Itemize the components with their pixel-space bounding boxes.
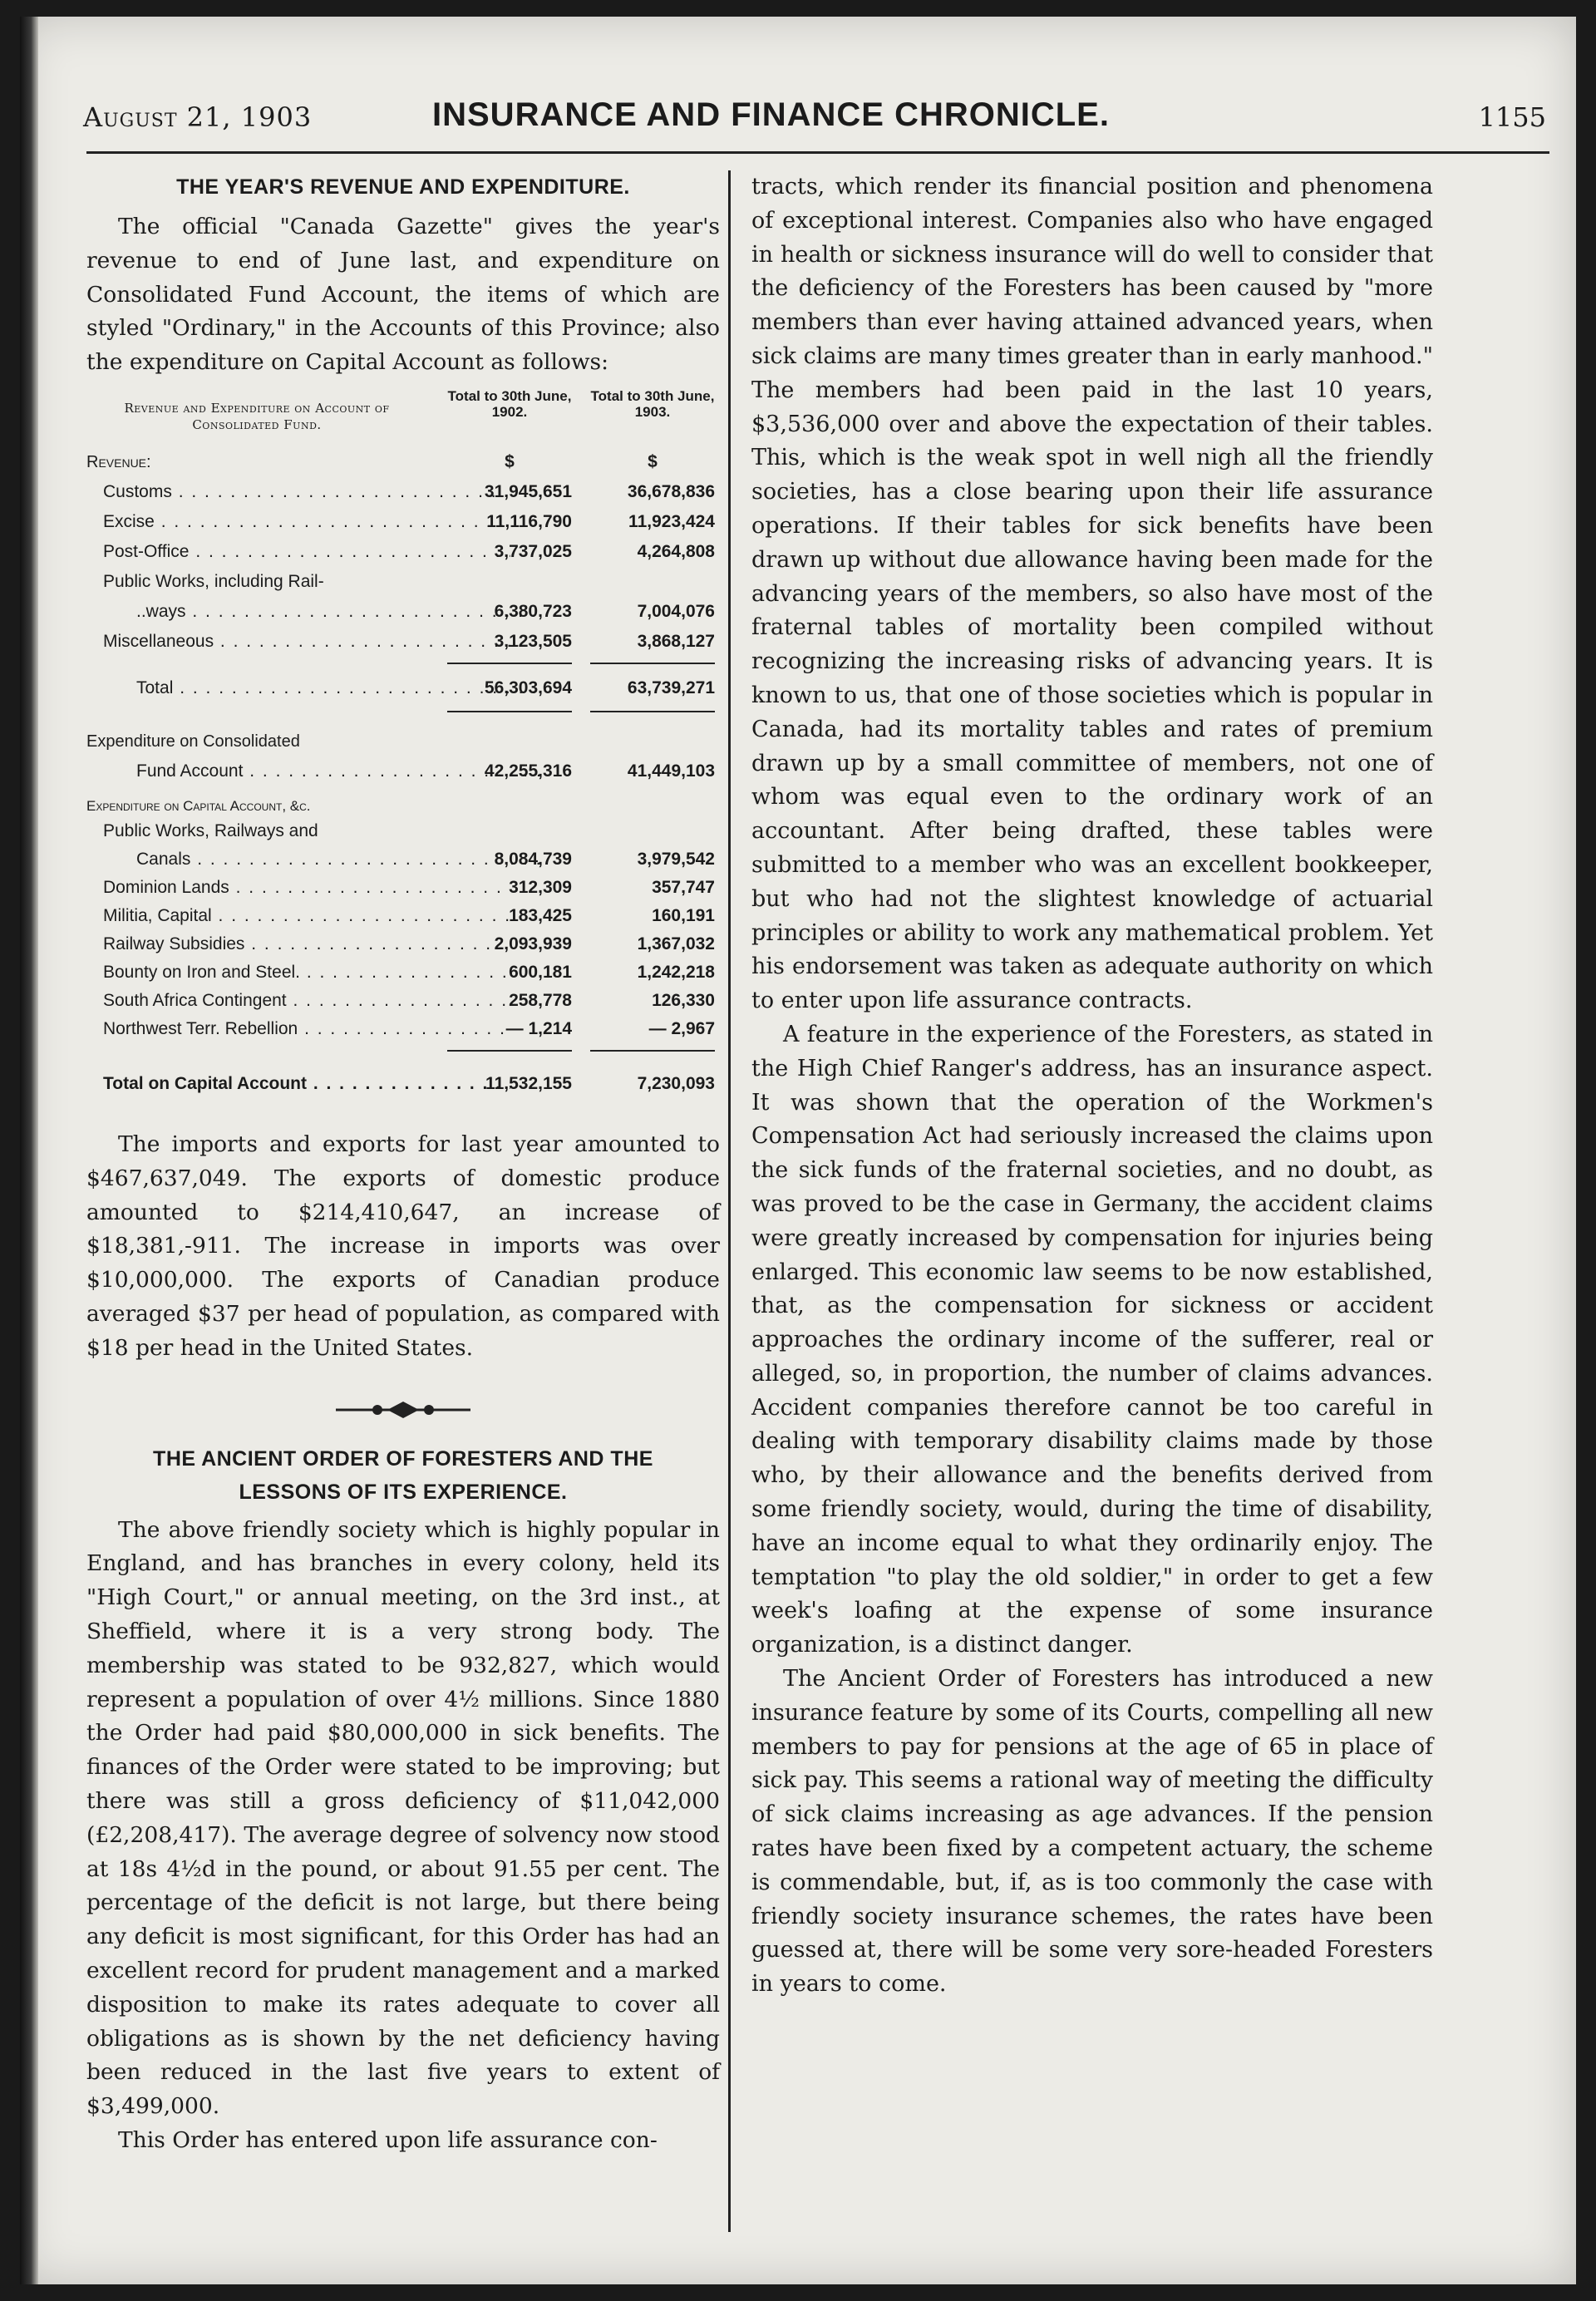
article-intro: The official "Canada Gazette" gives the year's revenue to end of June last, and expenditure on Consolidated Fund Account, the items of which are styled "Ordinary," in the Accounts of this Province; also the expenditure on Capital Account as follows: [86,214,720,376]
value-1903: 357,747 [652,877,715,897]
value-1902: 42,255,316 [484,761,572,781]
foresters-paragraph-2-continued: tracts, which render its financial position and phenomena of exceptional interest. Companies also who have engaged in health or sickness insurance will do well to consider that the deficiency of the Foresters has been caused by "more members than ever having attained advanced years, when sick claims are many times greater than in early manhood." The members had been paid in the last 10 years, $3,536,000 over and above the expectation of their tables. This, which is the weak spot in well nigh all the friendly societies, has a close bearing upon their life assurance operations. If their tables for sick benefits have been drawn up without due allowance having been made for the advancing years of the members, so also have most of the fraternal tables of mortality been compiled without recognizing the increasing risks of advancing years. It is known to us, that one of those societies which is popular in Canada, had its mortality tables and rates of premium drawn up by a small committee of members, not one of whom was equal even to the ordinary work of an accountant. After being drafted, these tables were submitted to a member who was an excellent bookkeeper, but who had not the slightest knowledge of actuarial principles or ability to work any mathematical problem. Yet his endorsement was taken as adequate authority on which to enter upon life assurance contracts. [751,174,1433,1014]
table-row [86,958,720,988]
article-heading-revenue: THE YEAR'S REVENUE AND EXPENDITURE. [176,175,630,199]
foresters-paragraph-1: The above friendly society which is highly popular in England, and has branches in every colony, held its "High Court," or annual meeting, on the 3rd inst., at Sheffield, where it is a very strong body. The membership was stated to be 932,827, which would represent a population of over 4½ millions. Since 1880 the Order had paid $80,000,000 in sick benefits. The finances of the Order were stated to be improving; but there was still a gross deficiency of $11,042,000 (£2,208,417). The average degree of solvency now stood at 18s 4½d in the pound, or about 91.55 per cent. The percentage of the deficit is not large, but there being any deficit is most significant, for this Order has had an excellent record for prudent management and a marked disposition to make its rates adequate to cover all obligations as is shown by the net deficiency having been reduced in the last five years to extent of $3,499,000. [86,1516,720,2120]
value-1902: 3,737,025 [494,541,572,561]
table-row [86,598,720,628]
row-label: Dominion Lands . . . [103,874,510,902]
row-label: South Africa Contingent . . . [103,987,510,1015]
currency-symbol: $ [648,451,658,471]
consolidated-label: Expenditure on Consolidated [86,732,300,751]
row-label: Miscellaneous . . . [103,628,510,656]
row-label-continued: ..ways . . . [136,598,544,626]
value-1902: 3,123,505 [494,631,572,651]
table-row [86,478,720,508]
binding-spine [20,17,38,2284]
value-1903: 3,868,127 [637,631,715,651]
row-label: Railway Subsidies . . . [103,930,510,958]
publication-title: INSURANCE AND FINANCE CHRONICLE. [432,96,1110,133]
value-1902: — 1,214 [505,1018,572,1038]
table-row-revenue-label [86,448,720,478]
revenue-table [86,388,720,1120]
value-1902: 31,945,651 [484,481,572,501]
value-1902: 11,116,790 [486,511,572,531]
value-1903: 126,330 [652,990,715,1010]
value-1902: 2,093,939 [494,934,572,953]
page-number: 1155 [1478,101,1546,133]
sum-rule [447,711,572,712]
table-row [86,508,720,538]
header-rule [86,151,1549,154]
value-1903: 41,449,103 [627,761,715,781]
total-1903: 63,739,271 [627,677,715,697]
foresters-paragraph-3: A feature in the experience of the Foresters, as stated in the High Chief Ranger's address, has an insurance aspect. It was shown that the operation of the Workmen's Compensation Act had seriously increased the claims upon the sick funds of the fraternal societies, and no doubt, as was proved to be the case in Germany, the accident claims were greatly increased by compensation for injuries being enlarged. This economic law seems to be now established, that, as the compensation for sickness or accident approaches the ordinary income of the sufferer, real or alleged, so, in proportion, the number of claims advances. Accident companies therefore cannot be too careful in dealing with temporary disability claims made by those who, by their allowance and the benefits derived from some friendly society, would, during the time of disability, have an income equal to what they ordinarily enjoy. The temptation "to play the old soldier," in order to get a few week's loafing at the expense of some insurance organization, is a distinct danger. [751,1021,1433,1658]
table-row [86,727,720,757]
table-row [86,757,720,787]
value-1903: 36,678,836 [627,481,715,501]
foresters-paragraph-4: The Ancient Order of Foresters has introduced a new insurance feature by some of its Courts, compelling all new members to pay for pensions at the age of 65 in place of sick pay. This seems a rational way of meeting the difficulty of sick claims increasing as age advances. If the pension rates have been fixed by a competent actuary, the scheme is commendable, but, if, as is too commonly the case with friendly society insurance schemes, the rates have been guessed at, there will be some very sore-headed Foresters in years to come. [751,1666,1433,1998]
table-row [86,902,720,932]
sum-rule [590,663,715,664]
table-row [86,987,720,1017]
revenue-label: Revenue: [86,452,151,471]
value-1902: 6,380,723 [494,601,572,621]
table-row [86,845,720,875]
row-label: Public Works, Railways and [103,820,318,840]
total-1903: 7,230,093 [637,1073,715,1093]
table-row [86,1015,720,1045]
table-row [86,628,720,658]
table-row [86,568,720,598]
sum-rule [590,711,715,712]
column-rule [728,170,731,2232]
row-label: Bounty on Iron and Steel. . . . [103,958,510,987]
total-label: Total on Capital Account . . . [103,1070,510,1098]
row-label: Excise . . . [103,508,510,536]
row-label-continued: Canals . . . [136,845,544,874]
table-row-total [86,674,720,704]
currency-symbol: $ [505,451,515,471]
newspaper-page [20,17,1576,2284]
row-label: Post-Office . . . [103,538,510,566]
table-row [86,930,720,960]
value-1903: — 2,967 [648,1018,715,1038]
row-label: Public Works, including Rail- [103,571,324,591]
table-row [86,874,720,904]
value-1902: 183,425 [509,905,572,925]
ornament-divider [86,1381,720,1439]
total-label: Total . . . [136,674,544,702]
row-label: Militia, Capital . . . [103,902,510,930]
issue-date: August 21, 1903 [83,101,313,133]
row-label: Northwest Terr. Rebellion . . . [103,1015,510,1043]
total-1902: 56,303,694 [484,677,572,697]
running-head [83,93,1546,143]
ornament-icon [86,1381,720,1439]
value-1903: 11,923,424 [628,511,715,531]
value-1902: 312,309 [509,877,572,897]
table-col-header-1903: Total to 30th June, 1903. [590,387,715,420]
table-row [86,817,720,847]
row-label: Customs . . . [103,478,510,506]
value-1903: 3,979,542 [637,849,715,869]
value-1902: 600,181 [509,962,572,982]
right-column [751,170,1433,2002]
article-closing: The imports and exports for last year amounted to $467,637,049. The exports of domestic produce amounted to $214,410,647, an increase of $18,381,-911. The increase in imports was over $10,000,000. The exports of Canadian produce averaged $37 per head of population, as compared with $18 per head in the United States. [86,1131,720,1361]
foresters-paragraph-2-start: This Order has entered upon life assurance con- [118,2126,658,2153]
sum-rule [590,1050,715,1052]
sum-rule [447,1050,572,1052]
total-1902: 11,532,155 [485,1073,572,1093]
value-1902: 258,778 [509,990,572,1010]
value-1903: 4,264,808 [637,541,715,561]
article-heading-foresters: THE ANCIENT ORDER OF FORESTERS AND THE [153,1446,653,1471]
table-row [86,538,720,568]
capital-label: Expenditure on Capital Account, &c. [86,797,311,814]
value-1903: 160,191 [652,905,715,925]
sum-rule [447,663,572,664]
table-header-label: Revenue and Expenditure on Account of Consolidated Fund. [124,400,390,432]
value-1902: 8,084,739 [494,849,572,869]
left-column [86,170,720,2158]
table-row-total [86,1070,720,1100]
row-label-continued: Fund Account . . . [136,757,544,786]
table-col-header-1902: Total to 30th June, 1902. [447,387,572,420]
article-subheading-foresters: LESSONS OF ITS EXPERIENCE. [239,1480,568,1504]
value-1903: 7,004,076 [637,601,715,621]
value-1903: 1,367,032 [637,934,715,953]
value-1903: 1,242,218 [637,962,715,982]
